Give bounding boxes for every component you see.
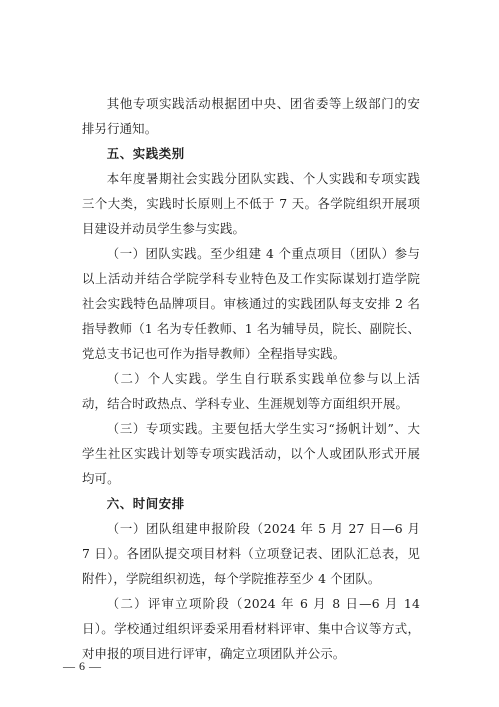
review-stage-body: （2024 年 6 月 8 日—6 月 14 日）。学校通过组织评委采用看材料评审、集中合议等方式，对申报的项目进行评审，确定立项团队并公示。 (82, 596, 420, 661)
team-application-stage-body: （2024 年 5 月 27 日—6 月 7 日）。各团队提交项目材料（立项登记表、团队汇总表，见附件），学院组织初选，每个学院推荐至少 4 个团队。 (82, 521, 421, 586)
page-number: — 6 — (63, 659, 102, 673)
document-body (82, 91, 420, 666)
subheading-team-practice: （一）团队实践。 (106, 246, 210, 261)
individual-practice-body: 学生自行联系实践单位参与以上活动，结合时政热点、学科专业、生涯规划等方面组织开展。 (82, 371, 421, 411)
paragraph-team-practice (82, 241, 420, 366)
subheading-team-application-stage: （一）团队组建申报阶段 (106, 521, 251, 536)
section-heading-practice-categories: 五、实践类别 (106, 146, 185, 161)
paragraph-categories-overview: 本年度暑期社会实践分团队实践、个人实践和专项实践三个大类，实践时长原则上不低于 7 天。各学院组织开展项目建设并动员学生参与实践。 (82, 171, 420, 236)
paragraph-team-application-stage (82, 516, 420, 591)
paragraph-individual-practice (82, 366, 420, 416)
team-practice-body: 至少组建 4 个重点项目（团队）参与以上活动并结合学院学科专业特色及工作实际谋划打造学院社会实践特色品牌项目。审核通过的实践团队每支安排 2 名指导教师（1 名为专任教师、1 名为辅导员，院长、副院长、党总支书记也可作为指导教师）全程指导实践。 (82, 246, 421, 361)
special-practice-body: 主要包括大学生实习“扬帆计划”、大学生社区实践计划等专项实践活动，以个人或团队形式开展均可。 (82, 421, 421, 486)
paragraph-special-practice (82, 416, 420, 491)
subheading-individual-practice: （二）个人实践。 (106, 371, 217, 386)
section-heading-schedule: 六、时间安排 (106, 496, 185, 511)
subheading-special-practice: （三）专项实践。 (106, 421, 212, 436)
paragraph-other-projects: 其他专项实践活动根据团中央、团省委等上级部门的安排另行通知。 (82, 96, 420, 136)
subheading-review-stage: （二）评审立项阶段 (106, 596, 231, 611)
paragraph-review-stage (82, 591, 420, 666)
